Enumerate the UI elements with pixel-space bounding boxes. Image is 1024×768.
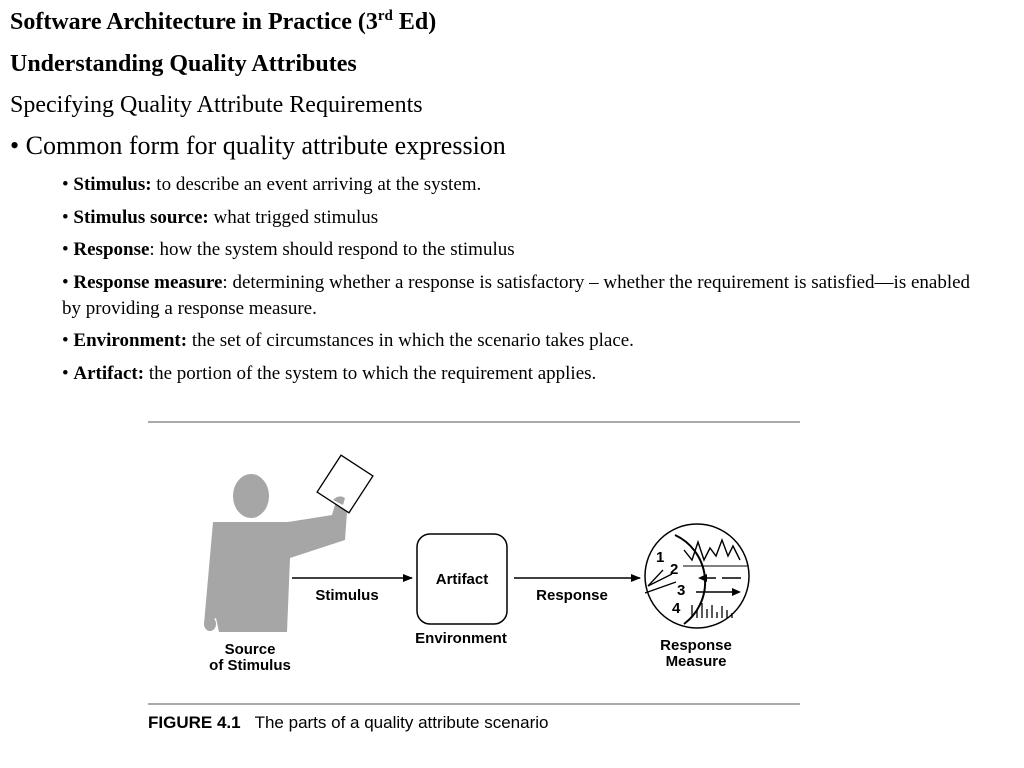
title-superscript: rd <box>377 8 393 24</box>
item-text: : determining whether a response is satisfactory – whether the requirement is satisfied—is enabled by providing a response measure. <box>62 271 971 319</box>
figure-caption-text: The parts of a quality attribute scenario <box>254 713 549 732</box>
item-text: the portion of the system to which the requirement applies. <box>144 362 597 384</box>
item-term: Response <box>73 239 150 260</box>
artifact-label: Artifact <box>435 571 489 588</box>
title-end-text: Ed) <box>392 9 437 35</box>
item-text: the set of circumstances in which the scenario takes place. <box>187 330 634 351</box>
source-label-line1: Source <box>224 641 276 658</box>
list-item: • Stimulus source: what trigged stimulus <box>62 206 379 228</box>
list-item: • Response: how the system should respond to the stimulus <box>62 239 515 260</box>
response-measure-dial-icon <box>645 524 749 628</box>
list-item: • Response measure: determining whether a response is satisfactory – whether the requirement is satisfied—is enabled by providing a response measure. <box>62 271 971 319</box>
source-label-line2: of Stimulus <box>209 657 291 674</box>
document-icon <box>317 455 373 513</box>
list-item: • Artifact: the portion of the system to which the requirement applies. <box>62 362 597 384</box>
figure-number: FIGURE 4.1 <box>148 713 241 732</box>
item-term: Response measure <box>73 271 223 293</box>
main-bullet: • Common form for quality attribute expression <box>10 131 506 160</box>
item-text: what trigged stimulus <box>208 206 379 228</box>
dial-number: 3 <box>677 582 686 599</box>
dial-number: 1 <box>656 549 665 566</box>
section-heading: Specifying Quality Attribute Requirements <box>10 92 423 118</box>
slide-subtitle: Understanding Quality Attributes <box>10 51 357 77</box>
environment-label: Environment <box>415 630 507 647</box>
list-item: • Stimulus: to describe an event arriving at the system. <box>62 174 482 195</box>
item-text: to describe an event arriving at the system. <box>151 174 482 195</box>
item-term: Stimulus source: <box>73 206 209 228</box>
response-label: Response <box>536 587 608 604</box>
dial-number: 4 <box>672 600 681 617</box>
measure-label-line1: Response <box>660 637 732 654</box>
dial-number: 2 <box>670 561 679 578</box>
item-term: Artifact: <box>73 362 145 384</box>
measure-label-line2: Measure <box>665 653 727 670</box>
item-term: Stimulus: <box>73 174 152 195</box>
item-text: : how the system should respond to the stimulus <box>149 239 515 260</box>
stimulus-label: Stimulus <box>315 587 379 604</box>
figure-caption <box>148 713 548 733</box>
title-main-text: Software Architecture in Practice (3 <box>10 9 378 35</box>
item-term: Environment: <box>73 330 188 351</box>
list-item: • Environment: the set of circumstances in which the scenario takes place. <box>62 330 634 351</box>
